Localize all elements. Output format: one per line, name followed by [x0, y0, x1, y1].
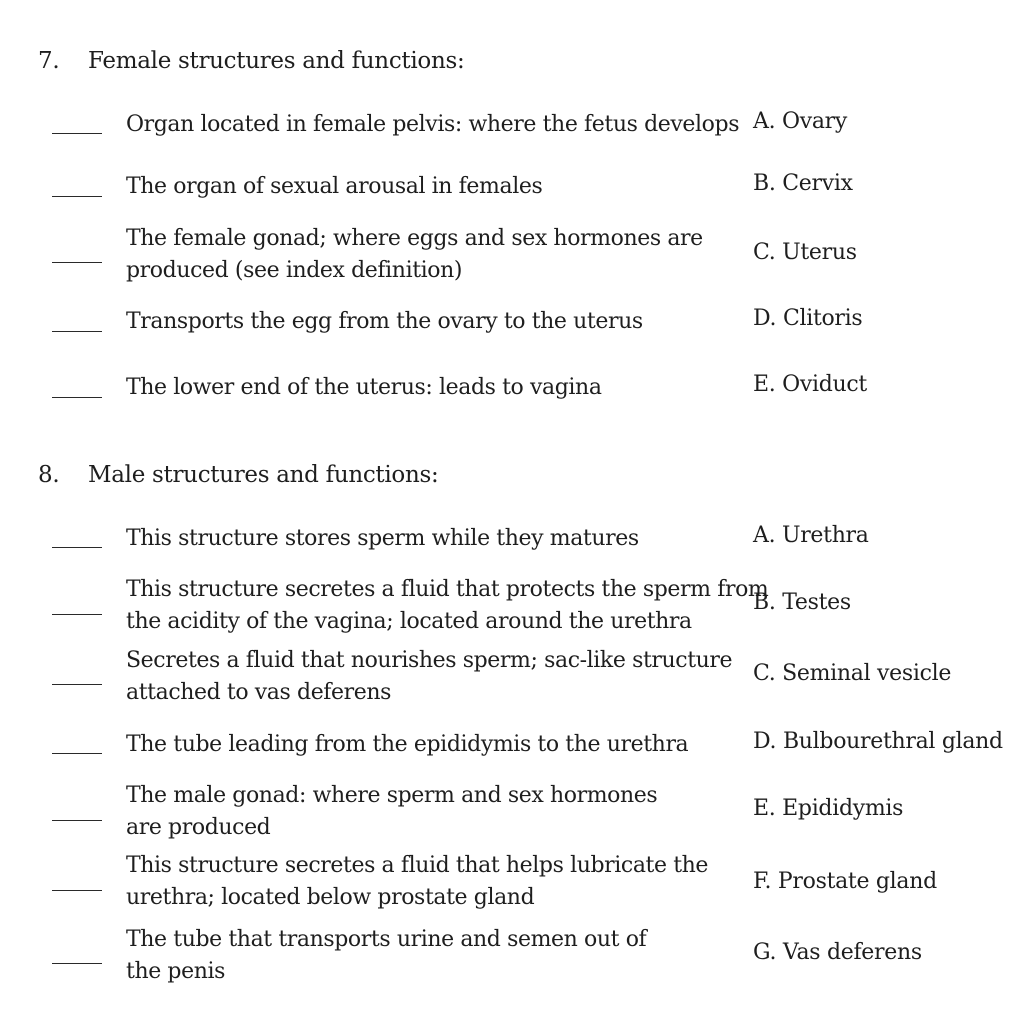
description-line: This structure stores sperm while they matures [126, 526, 639, 551]
description-line: urethra; located below prostate gland [126, 885, 535, 910]
question-title: Female structures and functions: [88, 48, 465, 74]
match-description [126, 372, 602, 404]
answer-blank[interactable] [52, 684, 102, 685]
description-line: The tube leading from the epididymis to the urethra [126, 732, 689, 757]
description-line: Organ located in female pelvis: where the fetus develops [126, 112, 740, 137]
match-description [126, 171, 542, 203]
description-line: The female gonad; where eggs and sex hormones are [126, 226, 703, 251]
description-line: the acidity of the vagina; located around the urethra [126, 609, 692, 634]
match-option: A. Ovary [753, 109, 848, 134]
match-option: C. Uterus [753, 240, 857, 265]
match-option: G. Vas deferens [753, 940, 922, 965]
match-description [126, 223, 703, 287]
match-description [126, 645, 732, 709]
description-line: Transports the egg from the ovary to the uterus [126, 309, 643, 334]
match-description [126, 729, 688, 761]
description-line: The lower end of the uterus: leads to vagina [126, 375, 602, 400]
description-line: The male gonad: where sperm and sex hormones [126, 783, 658, 808]
description-line: the penis [126, 959, 226, 984]
answer-blank[interactable] [52, 262, 102, 263]
description-line: produced (see index definition) [126, 258, 463, 283]
description-line: This structure secretes a fluid that protects the sperm from [126, 577, 769, 602]
answer-blank[interactable] [52, 753, 102, 754]
description-line: are produced [126, 815, 271, 840]
question-number: 8. [38, 462, 60, 488]
match-description [126, 850, 708, 914]
match-option: D. Clitoris [753, 306, 863, 331]
match-option: B. Testes [753, 590, 851, 615]
answer-blank[interactable] [52, 963, 102, 964]
question-7-heading [38, 48, 464, 74]
match-option: C. Seminal vesicle [753, 661, 952, 686]
answer-blank[interactable] [52, 397, 102, 398]
match-option: D. Bulbourethral gland [753, 729, 1003, 754]
description-line: The tube that transports urine and semen out of [126, 927, 647, 952]
match-description [126, 306, 643, 338]
match-option: A. Urethra [753, 523, 869, 548]
answer-blank[interactable] [52, 133, 102, 134]
match-description [126, 574, 768, 638]
match-description [126, 780, 657, 844]
question-title: Male structures and functions: [88, 462, 439, 488]
description-line: Secretes a fluid that nourishes sperm; sac-like structure [126, 648, 733, 673]
answer-blank[interactable] [52, 196, 102, 197]
match-description [126, 109, 739, 141]
description-line: This structure secretes a fluid that helps lubricate the [126, 853, 709, 878]
answer-blank[interactable] [52, 547, 102, 548]
answer-blank[interactable] [52, 331, 102, 332]
match-option: F. Prostate gland [753, 869, 937, 894]
match-option: E. Oviduct [753, 372, 867, 397]
answer-blank[interactable] [52, 614, 102, 615]
answer-blank[interactable] [52, 890, 102, 891]
description-line: The organ of sexual arousal in females [126, 174, 543, 199]
match-description [126, 924, 646, 988]
question-number: 7. [38, 48, 60, 74]
match-option: B. Cervix [753, 171, 853, 196]
description-line: attached to vas deferens [126, 680, 392, 705]
answer-blank[interactable] [52, 820, 102, 821]
match-description [126, 523, 639, 555]
question-8-heading [38, 462, 438, 488]
match-option: E. Epididymis [753, 796, 904, 821]
